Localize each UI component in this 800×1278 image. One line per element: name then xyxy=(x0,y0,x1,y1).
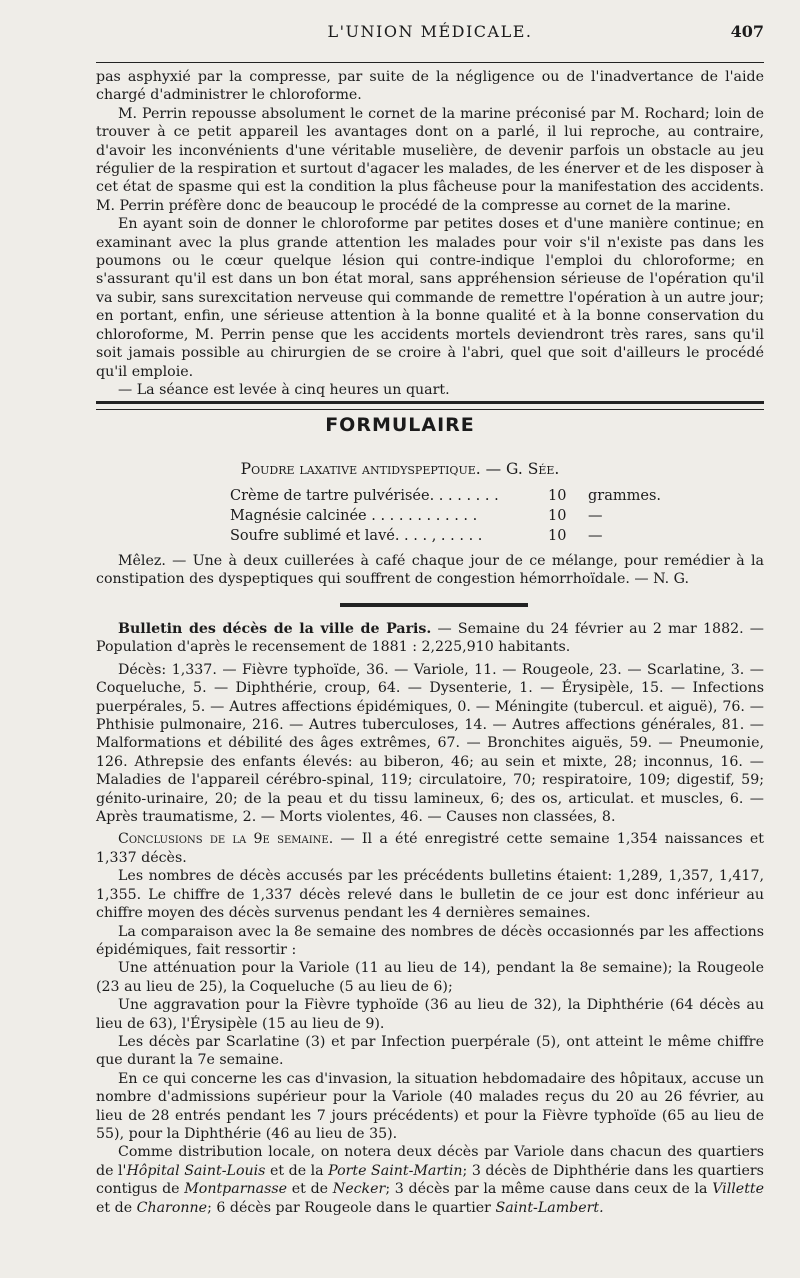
text-fragment: et de la xyxy=(265,1162,329,1179)
ingredient-unit: — xyxy=(588,528,603,544)
recipe-author: — G. Sée. xyxy=(485,460,560,478)
conclusions-label: Conclusions de la 9e semaine. xyxy=(118,831,334,848)
ingredient-qty: 10 xyxy=(548,508,567,524)
conclusion-paragraph-8 xyxy=(96,1143,764,1217)
conclusion-paragraph-7: En ce qui concerne les cas d'invasion, la situation hebdomadaire des hôpitaux, accuse un nombre d'admissions supérieur pour la Variole (40 malades reçus du 20 au 26 février, au lieu de 28 entrés pendant les 7 jours précédents) et pour la Fièvre typhoïde (65 au lieu de 55), pour la Diphthérie (46 au lieu de 35). xyxy=(96,1070,764,1142)
ingredient-qty: 10 xyxy=(548,488,567,504)
running-header xyxy=(96,22,764,48)
ingredient-qty: 10 xyxy=(548,528,567,544)
ingredient-row xyxy=(230,508,650,528)
ingredients-list xyxy=(230,488,661,548)
conclusions-paragraph xyxy=(96,830,764,867)
conclusion-paragraph-5: Une aggravation pour la Fièvre typhoïde (36 au lieu de 32), la Diphthérie (64 décès au lieu de 63), l'Érysipèle (15 au lieu de 9). xyxy=(96,997,764,1032)
place-name: Montparnasse xyxy=(184,1181,288,1198)
text-fragment: et de xyxy=(287,1181,333,1198)
place-name: Necker xyxy=(332,1181,386,1198)
ingredient-name: Magnésie calcinée . . . . . . . . . . . . xyxy=(230,508,478,524)
section-short-rule xyxy=(340,603,528,607)
text-fragment: Comme distribution locale, on notera deux décès par Variole dans chacun des quartiers de l' xyxy=(96,1144,764,1179)
place-name: Villette xyxy=(712,1181,764,1198)
ingredient-name: Soufre sublimé et lavé. . . . , . . . . . xyxy=(230,528,483,544)
ingredient-row xyxy=(230,528,650,548)
bulletin-subtitle: — Semaine du 24 février au 2 mar 1882. — Population d'après le recensement de 1881 : 2,225,910 habitants. xyxy=(96,621,764,656)
recipe-title xyxy=(0,460,800,478)
ingredient-name: Crème de tartre pulvérisée. . . . . . . . xyxy=(230,488,499,504)
intro-paragraph-4: — La séance est levée à cinq heures un quart. xyxy=(118,381,450,398)
conclusion-paragraph-2: Les nombres de décès accusés par les précédents bulletins étaient: 1,289, 1,357, 1,417, 1,355. Le chiffre de 1,337 décès relevé dans le bulletin de ce jour est donc inférieur au chiffre moyen des décès survenus pendant les 4 dernières semaines. xyxy=(96,868,764,922)
text-fragment: ; 6 décès par Rougeole dans le quartier xyxy=(207,1199,496,1216)
recipe-instructions: Mêlez. — Une à deux cuillerées à café chaque jour de ce mélange, pour remédier à la constipation des dyspeptiques qui souffrent de congestion hémorrhoïdale. — N. G. xyxy=(96,553,764,588)
ingredient-row xyxy=(230,488,661,508)
intro-paragraph-3: En ayant soin de donner le chloroforme par petites doses et d'une manière continue; en examinant avec la plus grande attention les malades pour voir s'il n'existe pas dans les poumons ou le cœur quelque lésion qui contre-indique l'emploi du chloroforme; en s'assurant qu'il est dans un bon état moral, sans appréhension sérieuse de l'opération qu'il va subir, sans surexcitation nerveuse qui commande de remettre l'opération à un autre jour; en portant, enfin, une sérieuse attention à la bonne qualité et à la bonne conservation du chloroforme, M. Perrin pense que les accidents mortels deviendront très rares, sans qu'il soit jamais possible au chirurgien de se croire à l'abri, quel que soit d'ailleurs le procédé qu'il emploie. xyxy=(96,216,764,380)
text-fragment: et de xyxy=(96,1199,137,1216)
conclusion-paragraph-4: Une atténuation pour la Variole (11 au lieu de 14), pendant la 8e semaine); la Rougeole (23 au lieu de 25), la Coqueluche (5 au lieu de 6); xyxy=(96,960,764,995)
bulletin-section xyxy=(96,620,764,1217)
header-rule xyxy=(96,62,764,63)
ingredient-unit: — xyxy=(588,508,603,524)
formulaire-heading: FORMULAIRE xyxy=(325,414,475,436)
deces-paragraph: Décès: 1,337. — Fièvre typhoïde, 36. — Variole, 11. — Rougeole, 23. — Scarlatine, 3. — Coqueluche, 5. — Diphthérie, croup, 64. — Dysenterie, 1. — Érysipèle, 15. — Infections puerpérales, 5. — Autres affections épidémiques, 0. — Méningite (tubercul. et aiguë), 76. — Phthisie pulmonaire, 216. — Autres tuberculoses, 14. — Autres affections générales, 81. — Malformations et débilité des âges extrêmes, 67. — Bronchites aiguës, 59. — Pneumonie, 126. Athrepsie des enfants élevés: au biberon, 46; au sein et mixte, 28; inconnus, 16. — Maladies de l'appareil cérébro-spinal, 119; circulatoire, 70; respiratoire, 109; digestif, 59; génito-urinaire, 20; de la peau et du tissu lamineux, 6; des os, articulat. et muscles, 6. — Après traumatisme, 2. — Morts violentes, 46. — Causes non classées, 8. xyxy=(96,661,764,826)
conclusions-text: — Il a été enregistré cette semaine 1,354 naissances et 1,337 décès. xyxy=(96,831,764,866)
intro-paragraph-1: pas asphyxié par la compresse, par suite de la négligence ou de l'inadvertance de l'aide chargé d'administrer le chloroforme. xyxy=(96,69,764,104)
bulletin-heading xyxy=(96,620,764,657)
place-name: Hôpital Saint-Louis xyxy=(126,1162,266,1179)
journal-title: L'UNION MÉDICALE. xyxy=(327,22,533,41)
bulletin-title: Bulletin des décès de la ville de Paris. xyxy=(118,621,432,637)
intro-paragraph-2: M. Perrin repousse absolument le cornet de la marine préconisé par M. Rochard; loin de trouver à ce petit appareil les avantages dont on a parlé, il lui reproche, au contraire, d'avoir les inconvénients d'une véritable muselière, de devenir parfois un obstacle au jeu régulier de la respiration et surtout d'agacer les malades, de les énerver et de les disposer à cet état de spasme qui est la condition la plus fâcheuse pour la manifestation des accidents. M. Perrin préfère donc de beaucoup le procédé de la compresse au cornet de la marine. xyxy=(96,105,764,214)
place-name: Saint-Lambert. xyxy=(495,1199,604,1216)
recipe-name: Poudre laxative antidyspeptique. xyxy=(240,460,481,478)
place-name: Porte Saint-Martin xyxy=(328,1162,463,1179)
text-fragment: ; 3 décès de Diphthérie dans les quartiers contigus de xyxy=(96,1162,764,1198)
conclusion-paragraph-6: Les décès par Scarlatine (3) et par Infection puerpérale (5), ont atteint le même chiffre que durant la 7e semaine. xyxy=(96,1033,764,1069)
section-double-rule xyxy=(96,401,764,410)
conclusion-paragraph-3: La comparaison avec la 8e semaine des nombres de décès occasionnés par les affections épidémiques, fait ressortir : xyxy=(96,923,764,958)
recipe-instructions-block xyxy=(96,552,764,589)
text-fragment: ; 3 décès par la même cause dans ceux de la xyxy=(385,1181,713,1198)
intro-section xyxy=(96,68,764,399)
place-name: Charonne xyxy=(136,1199,208,1216)
page-number: 407 xyxy=(730,22,764,41)
ingredient-unit: grammes. xyxy=(588,488,661,504)
